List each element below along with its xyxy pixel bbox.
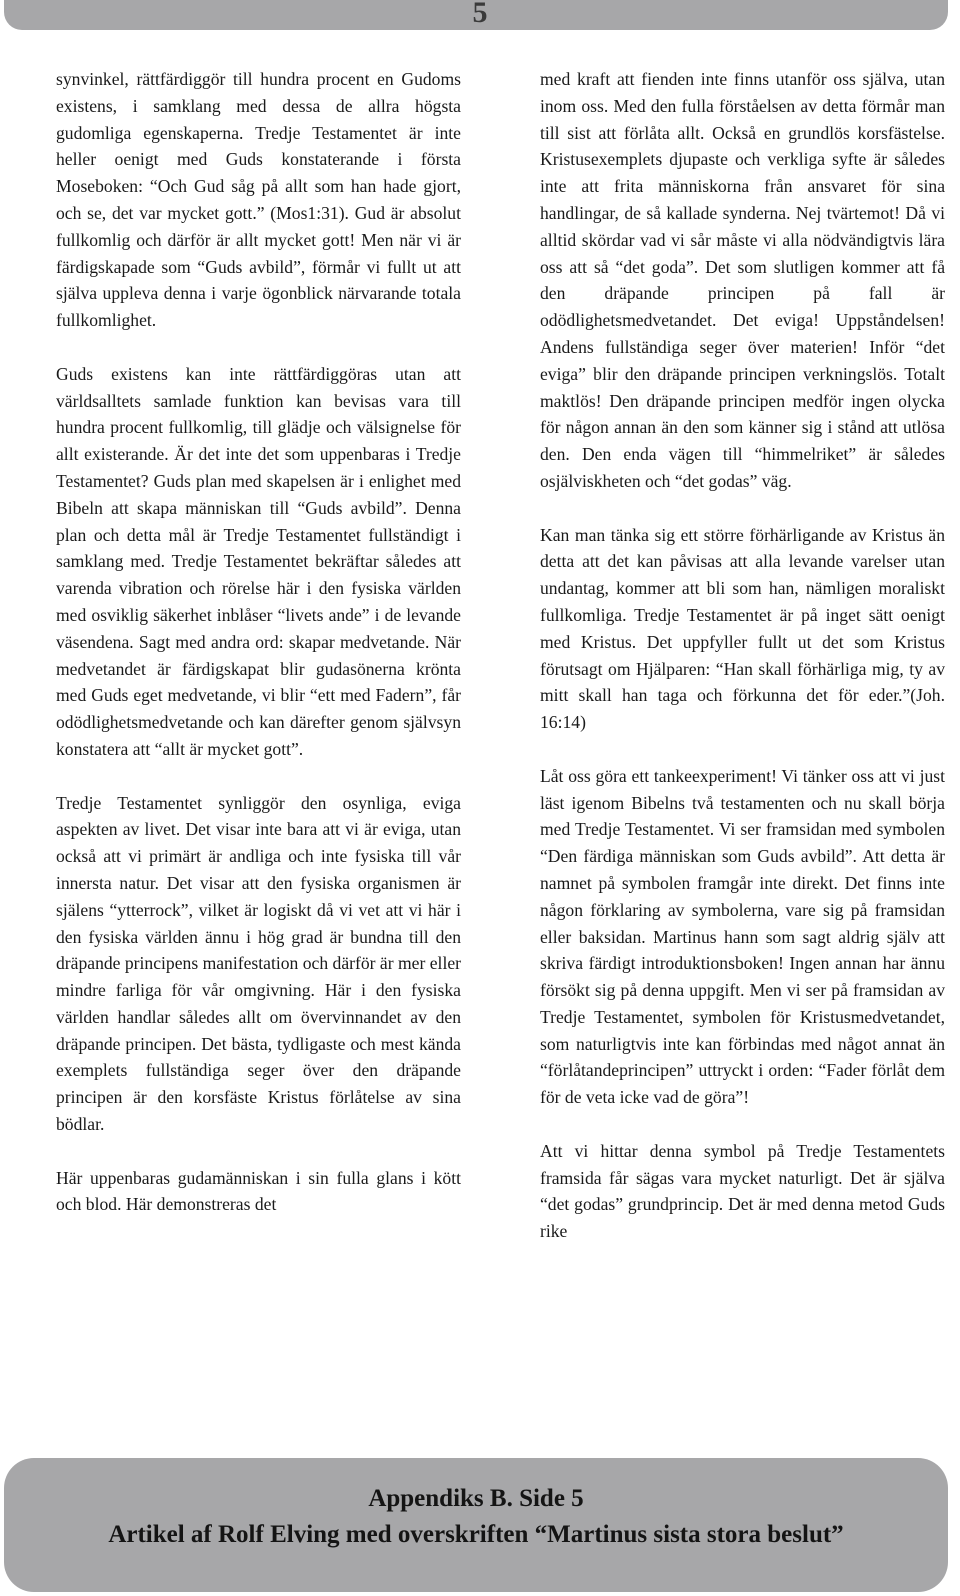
paragraph: Att vi hittar denna symbol på Tredje Testamentets framsida får sägas vara mycket naturligt. Det är själva “det godas” grundprincip. Det är med denna metod Guds rike [540,1140,945,1242]
page-number: 5 [472,0,488,29]
right-column [540,66,945,1272]
paragraph: Tredje Testamentet synliggör den osynliga, eviga aspekten av livet. Det visar inte bara att vi är eviga, utan också att vi primärt är andliga och inte fysiska till vår innersta natur. Det visar att den fysiska organismen är själens “ytterrock”, vilket är logiskt då vi vet att vi här i den fysiska världen ännu i hög grad är bundna till den dräpande principens manifestation och därför är mer eller mindre farliga för vår omgivning. Här i den fysiska världen handlar således allt om övervinnandet av den dräpande principen. Det bästa, tydligaste och mest kända exemplets fullständiga seger över den dräpande principen är den korsfäste Kristus förlåtelse av sina bödlar. [56,792,461,1135]
paragraph: Låt oss göra ett tankeexperiment! Vi tänker oss att vi just läst igenom Bibelns två testamenten och nu skall börja med Tredje Testamentet. Vi ser framsidan med symbolen “Den färdiga människan som Guds avbild”. Att detta är namnet på symbolen framgår inte direkt. Det finns inte någon förklaring av symbolerna, vare sig på framsidan eller baksidan. Martinus hann som sagt aldrig själv att skriva färdigt introduktionsboken! Ingen annan har ännu försökt sig på denna uppgift. Men vi ser på framsidan av Tredje Testamentet, symbolen för Kristusmedvetandet, som naturligtvis inte kan förbindas med något annat än “förlåtandeprincipen” uttryckt i orden: “Fader förlåt dem för de veta icke vad de göra”! [540,765,945,1108]
left-column [56,66,461,1245]
paragraph: Guds existens kan inte rättfärdiggöras utan att världsalltets samlade funktion kan bevisas vara till hundra procent fullkomlig, till glädje och välsignelse för allt existerande. Är det inte det som uppenbaras i Tredje Testamentet? Guds plan med skapelsen är i enlighet med Bibeln att skapa människan till “Guds avbild”. Denna plan och detta mål är Tredje Testamentet fullständigt i samklang med. Tredje Testamentet bekräftar således att varenda vibration och rörelse här i den fysiska världen med osviklig säkerhet inblåser “livets ande” i de levande väsendena. Sagt med andra ord: skapar medvetande. När medvetandet är färdigskapat blir gudasönerna krönta med Guds eget medvetande, vi blir “ett med Fadern”, får odödlighetsmedvetande och kan därefter genom självsyn konstatera att “allt är mycket gott”. [56,363,461,759]
paragraph: synvinkel, rättfärdiggör till hundra procent en Gudoms existens, i samklang med dessa de allra högsta gudomliga egenskaperna. Tredje Testamentet är inte heller oenigt med Guds konstaterande i första Moseboken: “Och Gud såg på allt som han hade gjort, och se, det var mycket gott.” (Mos1:31). Gud är absolut fullkomlig och därför är allt mycket gott! Men när vi är färdigskapade som “Guds avbild”, förmår vi fullt ut att själva uppleva denna i varje ögonblick närvarande totala fullkomlighet. [56,69,461,331]
footer-appendix-label: Appendiks B. Side 5 [368,1485,584,1512]
paragraph: Här uppenbaras gudamänniskan i sin fulla glans i kött och blod. Här demonstreras det [56,1167,461,1215]
paragraph: Kan man tänka sig ett större förhärligande av Kristus än detta att det kan påvisas att alla levande varelser utan undantag, kommer att bli som han, nämligen moraliskt fullkomliga. Tredje Testamentet är på inget sätt oenigt med Kristus. Det uppfyller fullt ut det som Kristus förutsagt om Hjälparen: “Han skall förhärliga mig, ty av mitt skall han taga och förkunna det för eder.”(Joh. 16:14) [540,524,945,733]
paragraph: med kraft att fienden inte finns utanför oss själva, utan inom oss. Med den fulla förståelsen av detta förmår man till sist att förlåta allt. Också en grundlös korsfästelse. Kristusexemplets djupaste och verkliga syfte är således inte att frita människorna från ansvaret för sina handlingar, de så kallade synderna. Nej tvärtemot! Då vi alltid skördar vad vi sår måste vi alla nödvändigtvis lära oss att så “det goda”. Det som slutligen kommer att få den dräpande principen på fall är odödlighetsmedvetandet. Det eviga! Uppståndelsen! Andens fullständiga seger över materien! Inför “det eviga” blir den dräpande principen verkningslös. Totalt maktlös! Den dräpande principen medför ingen olycka för någon annan än den som känner sig i stånd att utlösa den. Den enda vägen till “himmelriket” är således osjälviskheten och “det godas” väg. [540,69,945,491]
footer-article-title: Artikel af Rolf Elving med overskriften “Martinus sista stora beslut” [108,1521,844,1548]
